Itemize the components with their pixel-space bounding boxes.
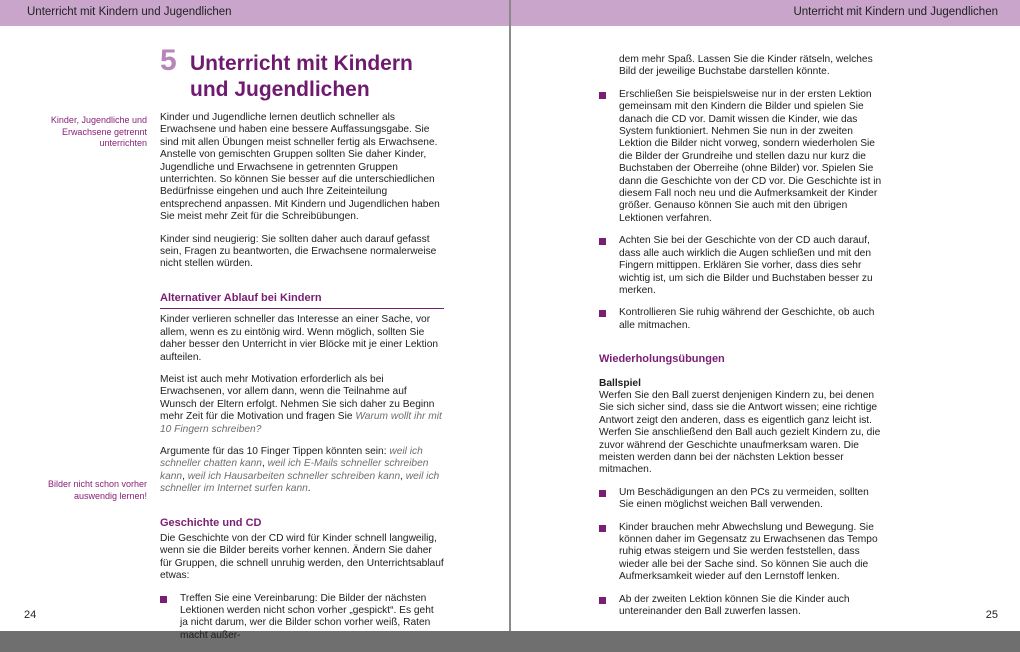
paragraph-text: Argumente für das 10 Finger Tippen könnten sein: (160, 445, 387, 457)
square-bullet-icon (160, 596, 167, 603)
running-header-left (0, 0, 509, 26)
section-heading: Geschichte und CD (160, 516, 262, 529)
list-item-text: Ab der zweiten Lektion können Sie die Kinder auch untereinander den Ball zuwerfen lassen. (619, 593, 850, 618)
italic-quote: Warum wollt ihr mit 10 Fingern schreiben? (160, 411, 442, 435)
paragraph: Argumente für das 10 Finger Tippen könnten sein: weil ich schneller chatten kann, weil ich E-Mails schneller schreiben kann, weil ich Hausarbeiten schneller schreiben kann, weil ich schneller im Internet surfen kann. (160, 445, 440, 495)
running-header-text: Unterricht mit Kindern und Jugendlichen (27, 6, 232, 18)
paragraph: Werfen Sie den Ball zuerst denjenigen Kindern zu, bei denen Sie sich sicher sind, dass sie die Antwort wissen; eine richtige Antwort zeigt den anderen, dass es eigentlich ganz leicht ist. Werfen Sie anschließend den Ball auch gezielt Kindern zu, die zuvor während der Geschichte unaufmerksam waren. Die meisten werden dann bei der nächsten Lektion besser mitmachen. (599, 389, 881, 476)
list-item (599, 89, 884, 225)
square-bullet-icon (599, 525, 606, 532)
list-item (160, 593, 444, 643)
chapter-title: Unterricht mit Kindern und Jugendlichen (190, 52, 413, 101)
margin-note: Bilder nicht schon vorher auswendig lernen! (47, 479, 147, 501)
square-bullet-icon (599, 238, 606, 245)
italic-argument: weil ich schneller im Internet surfen kann (160, 470, 440, 495)
list-item-text: Achten Sie bei der Geschichte von der CD auch darauf, dass alle auch wirklich die Augen schließen und mit den Fingern mittippen. Erklären Sie vorher, dass dies sehr wichtig ist, um sich die Bilder und Buchstaben besser zu merken. (619, 235, 873, 296)
chapter-number: 5 (160, 44, 177, 77)
bullet-list (160, 593, 444, 643)
list-item (599, 235, 884, 297)
page-number: 24 (24, 609, 37, 621)
bullet-list (599, 487, 884, 619)
square-bullet-icon (599, 92, 606, 99)
italic-argument: weil ich Hausarbeiten schneller schreiben kann (187, 470, 401, 482)
list-item (599, 487, 884, 512)
paragraph (160, 374, 444, 436)
left-page (0, 0, 509, 641)
square-bullet-icon (599, 597, 606, 604)
paragraph: Kinder sind neugierig: Sie sollten daher auch darauf gefasst sein, Fragen zu beantworten, die Erwachsene normalerweise nicht stellen würden. (160, 233, 437, 270)
section-heading: Alternativer Ablauf bei Kindern (160, 292, 444, 309)
paragraph: Kinder verlieren schneller das Interesse an einer Sache, vor allem, wenn es zu eintönig wird. Wenn möglich, sollten Sie daher besser den Unterricht in vier Blöcke mit je einer Lektion aufteilen. (160, 314, 439, 363)
list-item-text: Kinder brauchen mehr Abwechslung und Bewegung. Sie können daher im Gegensatz zu Erwachsenen das Tempo ruhig etwas steigern und Sie werden feststellen, dass wieder alle bei der Sache sind. So können Sie auch die Aufmerksamkeit wieder auf den Lernstoff lenken. (619, 521, 878, 583)
body-column-right (599, 54, 884, 628)
list-item (599, 522, 884, 584)
paragraph-text: Meist ist auch mehr Motivation erforderlich als bei Erwachsenen, vor allem dann, wenn die Teilnahme auf Wunsch der Eltern erfolgt. Nehmen Sie sich daher zu Beginn mehr Zeit für die Motivation und fragen Sie (160, 373, 435, 423)
list-item-text: Kontrollieren Sie ruhig während der Geschichte, ob auch alle mitmachen. (619, 307, 875, 331)
list-item-text: Treffen Sie eine Vereinbarung: Die Bilder der nächsten Lektionen werden nicht schon vorher „gespickt“. Es geht ja nicht darum, wer die Bilder schon vorher weiß, Raten macht außer- (180, 592, 434, 641)
list-item (599, 307, 884, 332)
paragraph: dem mehr Spaß. Lassen Sie die Kinder rätseln, welches Bild der jeweilige Buchstabe darstellen könnte. (619, 54, 873, 78)
running-header-right (511, 0, 1020, 26)
square-bullet-icon (599, 310, 606, 317)
italic-argument: weil ich schneller chatten kann (160, 445, 423, 470)
section-heading: Wiederholungsübungen (599, 353, 725, 366)
list-item (599, 594, 884, 619)
paragraph: Die Geschichte von der CD wird für Kinder schnell langweilig, wenn sie die Bilder bereits vorher kennen. Ändern Sie daher für Gruppen, die schnell unruhig werden, den Unterrichtsablauf etwas: (160, 532, 444, 582)
margin-note: Kinder, Jugendliche und Erwachsene getrennt unterrichten (50, 115, 147, 148)
paragraph: Kinder und Jugendliche lernen deutlich schneller als Erwachsene und haben eine bessere Auffassungsgabe. Sie sind mit allen Übungen meist schneller fertig als Erwachsene. Anstelle von gemischten Gruppen sollten Sie daher Kinder, Jugendliche und Erwachsene in getrennten Gruppen unterrichten. So können Sie besser auf die unterschiedlichen Bedürfnisse eingehen und auch Ihre Zeiteinteilung entsprechend anpassen. Mit Kindern und Jugendlichen haben Sie meist mehr Zeit für die Schreibübungen. (160, 112, 440, 223)
list-item-text: Erschließen Sie beispielsweise nur in der ersten Lektion gemeinsam mit den Kindern die Bilder und spielen Sie danach die CD vor. Damit wissen die Kinder, wie das System funktioniert. Nehmen Sie nun in der zweiten Lektion die Bilder nicht vorweg, sondern wiederholen Sie die Bilder der Grundreihe und stellen dazu nur kurz die Buchstaben der Oberreihe (ohne Bilder) vor. Spielen Sie dann die Geschichte von der CD vor. Die Geschichte ist in diesem Fall noch neu und die Aufmerksamkeit der Kinder größer. Genauso können Sie auch mit den übrigen Lektionen verfahren. (619, 88, 882, 224)
italic-argument: weil ich E-Mails schneller schreiben kann (160, 458, 429, 482)
subsection-heading: Ballspiel (599, 377, 641, 389)
body-column-left (160, 112, 444, 652)
list-item-text: Um Beschädigungen an den PCs zu vermeiden, sollten Sie einen möglichst weichen Ball verwenden. (619, 486, 869, 511)
running-header-text: Unterricht mit Kindern und Jugendlichen (793, 6, 998, 18)
bullet-list (599, 89, 884, 332)
right-page (511, 0, 1020, 631)
page-number: 25 (985, 609, 998, 621)
square-bullet-icon (599, 490, 606, 497)
